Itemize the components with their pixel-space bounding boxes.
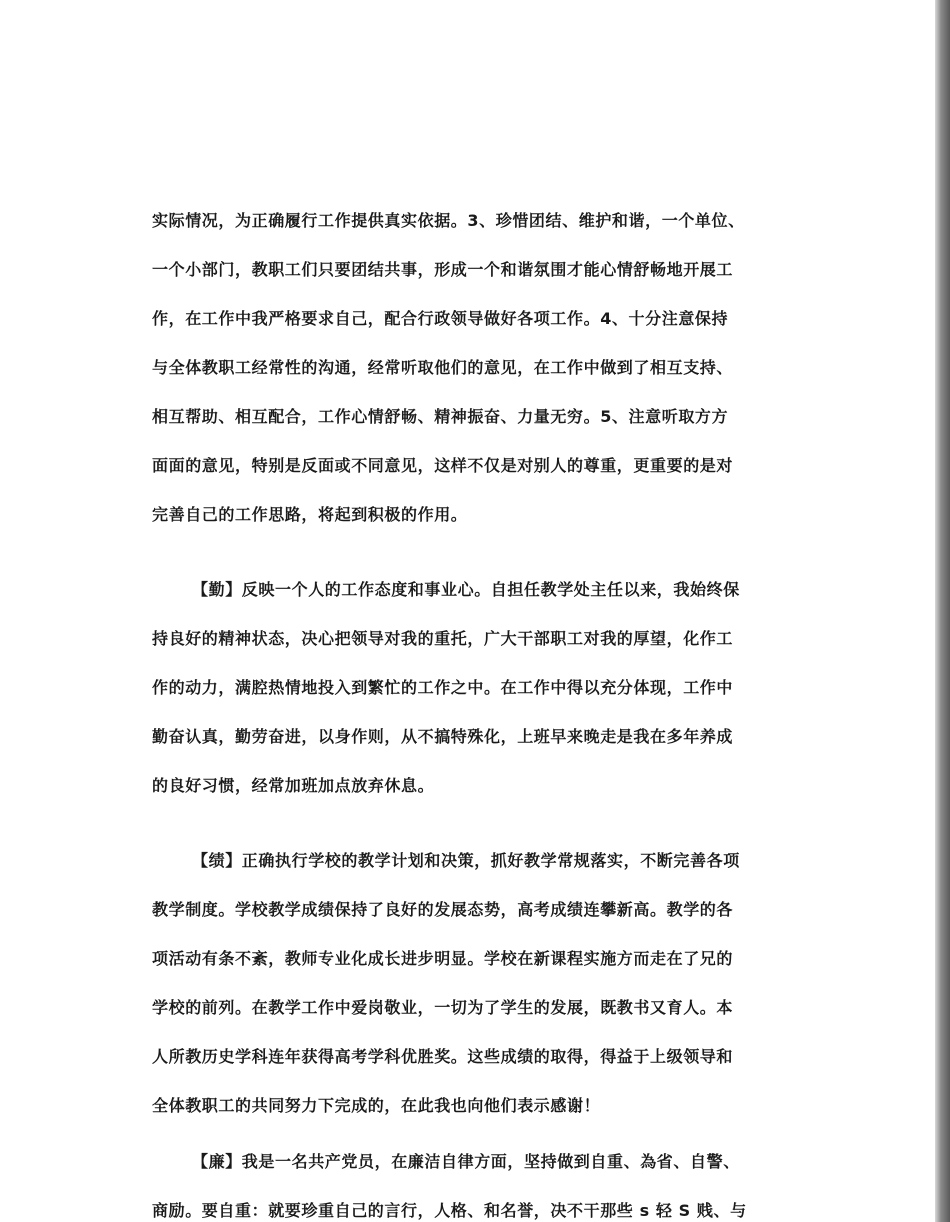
text-line: 作，在工作中我严格要求自己，配合行政领导做好各项工作。4、十分注意保持 (152, 309, 729, 328)
text-line: 人所教历史学科连年获得高考学科优胜奖。这些成绩的取得，得益于上级领导和 (152, 1047, 734, 1066)
text-line: 项活动有条不紊，教师专业化成长进步明显。学校在新课程实施方而走在了兄的 (152, 949, 734, 968)
text-line: 实际情况，为正确履行工作提供真实依据。3、珍惜团结、维护和谐，一个单位、 (152, 211, 745, 230)
paragraph-gap (152, 539, 792, 565)
text-line: 全体教职工的共同努力下完成的，在此我也向他们表示感谢！ (152, 1096, 601, 1115)
text-line: 相互帮助、相互配合，工作心情舒畅、精神振奋、力量无穷。5、注意听取方方 (152, 407, 729, 426)
text-line: 面面的意见，特别是反面或不同意见，这样不仅是对别人的尊重，更重要的是对 (152, 456, 734, 475)
text-line: 【绩】正确执行学校的教学计划和决策，抓好教学常规落实，不断完善各项 (192, 851, 740, 870)
text-line: 教学制度。学校教学成绩保持了良好的发展态势，高考成绩连攀新高。教学的各 (152, 900, 734, 919)
paragraph-achievement (152, 836, 792, 1130)
text-line: 的良好习惯，经常加班加点放弃休息。 (152, 776, 435, 795)
text-line: 完善自己的工作思路，将起到积极的作用。 (152, 505, 468, 524)
paragraph-integrity-continued (152, 196, 792, 539)
text-line: 勤奋认真，勤劳奋进，以身作则，从不搞特殊化，上班早来晚走是我在多年养成 (152, 727, 734, 746)
text-line: 一个小部门，教职工们只要团结共事，形成一个和谐氛围才能心情舒畅地开展工 (152, 260, 734, 279)
text-line: 学校的前列。在教学工作中爱岗敬业，一切为了学生的发展，既教书又育人。本 (152, 998, 734, 1017)
text-line: 与全体教职工经常性的沟通，经常听取他们的意见，在工作中做到了相互支持、 (152, 358, 734, 377)
paragraph-gap (152, 1130, 792, 1137)
document-body (152, 196, 792, 1222)
text-line: 作的动力，满腔热情地投入到繁忙的工作之中。在工作中得以充分体现，工作中 (152, 678, 734, 697)
paragraph-diligence (152, 565, 792, 810)
text-line: 【勤】反映一个人的工作态度和事业心。自担任教学处主任以来，我始终保 (192, 580, 740, 599)
paragraph-gap (152, 810, 792, 836)
text-line: 【廉】我是一名共产党员，在廉洁自律方面，坚持做到自重、為省、自警、 (192, 1152, 740, 1171)
text-line: 持良好的精神状态，决心把领导对我的重托，广大干部职工对我的厚望，化作工 (152, 629, 734, 648)
text-line: 商励。要自重：就要珍重自己的言行，人格、和名誉，决不干那些 s 轻 S 贱、与 (152, 1201, 747, 1220)
paragraph-integrity (152, 1137, 792, 1222)
page-edge-shadow (935, 0, 950, 1222)
